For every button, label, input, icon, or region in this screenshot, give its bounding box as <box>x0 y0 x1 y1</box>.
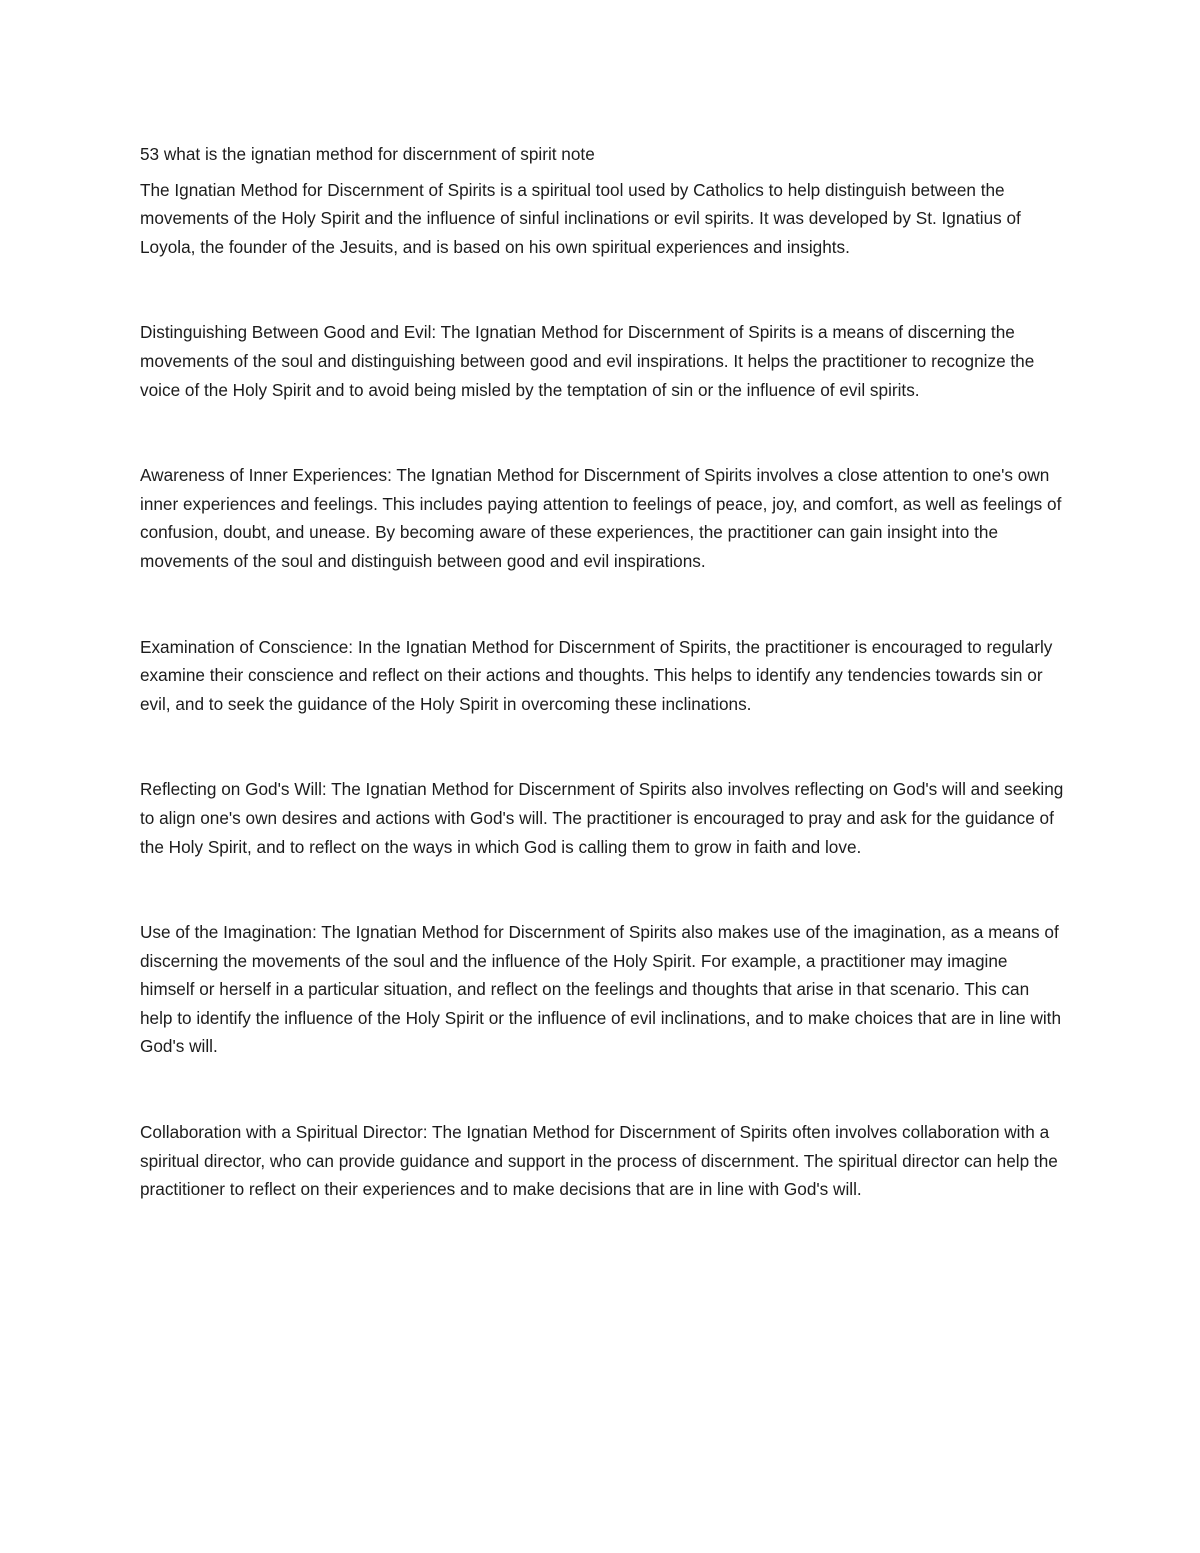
section-body: The Ignatian Method for Discernment of Spirits often involves collaboration with a spiritual director, who can provide guidance and support in the process of discernment. The spiritual director can help the practitioner to reflect on their experiences and to make decisions that are in line with God's will. <box>140 1122 1058 1200</box>
section-heading: Collaboration with a Spiritual Director: <box>140 1122 428 1143</box>
section-paragraph <box>140 918 1065 1061</box>
section-heading: Use of the Imagination: <box>140 922 317 943</box>
section-body: The Ignatian Method for Discernment of Spirits also involves reflecting on God's will and seeking to align one's own desires and actions with God's will. The practitioner is encouraged to pray and ask for the guidance of the Holy Spirit, and to reflect on the ways in which God is calling them to grow in faith and love. <box>140 779 1064 857</box>
document-title: 53 what is the ignatian method for discernment of spirit note <box>140 144 595 164</box>
section-paragraph <box>140 461 1065 575</box>
section-paragraph <box>140 318 1065 404</box>
intro-paragraph: The Ignatian Method for Discernment of Spirits is a spiritual tool used by Catholics to help distinguish between the movements of the Holy Spirit and the influence of sinful inclinations or evil spirits. It was developed by St. Ignatius of Loyola, the founder of the Jesuits, and is based on his own spiritual experiences and insights. <box>140 179 1021 257</box>
document-content <box>140 140 1065 1204</box>
section-heading: Awareness of Inner Experiences: <box>140 465 392 486</box>
section-body: In the Ignatian Method for Discernment of Spirits, the practitioner is encouraged to regularly examine their conscience and reflect on their actions and thoughts. This helps to identify any tendencies towards sin or evil, and to seek the guidance of the Holy Spirit in overcoming these inclinations. <box>140 636 1053 714</box>
section-body: The Ignatian Method for Discernment of Spirits is a means of discerning the movements of the soul and distinguishing between good and evil inspirations. It helps the practitioner to recognize the voice of the Holy Spirit and to avoid being misled by the temptation of sin or the influence of evil spirits. <box>140 322 1035 400</box>
section-paragraph <box>140 1118 1065 1204</box>
section-heading: Distinguishing Between Good and Evil: <box>140 322 437 343</box>
section-paragraph <box>140 633 1065 719</box>
section-heading: Examination of Conscience: <box>140 636 354 657</box>
section-paragraph <box>140 775 1065 861</box>
section-body: The Ignatian Method for Discernment of Spirits involves a close attention to one's own inner experiences and feelings. This includes paying attention to feelings of peace, joy, and comfort, as well as feelings of confusion, doubt, and unease. By becoming aware of these experiences, the practitioner can gain insight into the movements of the soul and distinguish between good and evil inspirations. <box>140 465 1062 571</box>
section-heading: Reflecting on God's Will: <box>140 779 327 800</box>
section-body: The Ignatian Method for Discernment of Spirits also makes use of the imagination, as a means of discerning the movements of the soul and the influence of the Holy Spirit. For example, a practitioner may imagine himself or herself in a particular situation, and reflect on the feelings and thoughts that arise in that scenario. This can help to identify the influence of the Holy Spirit or the influence of evil inclinations, and to make choices that are in line with God's will. <box>140 922 1062 1057</box>
